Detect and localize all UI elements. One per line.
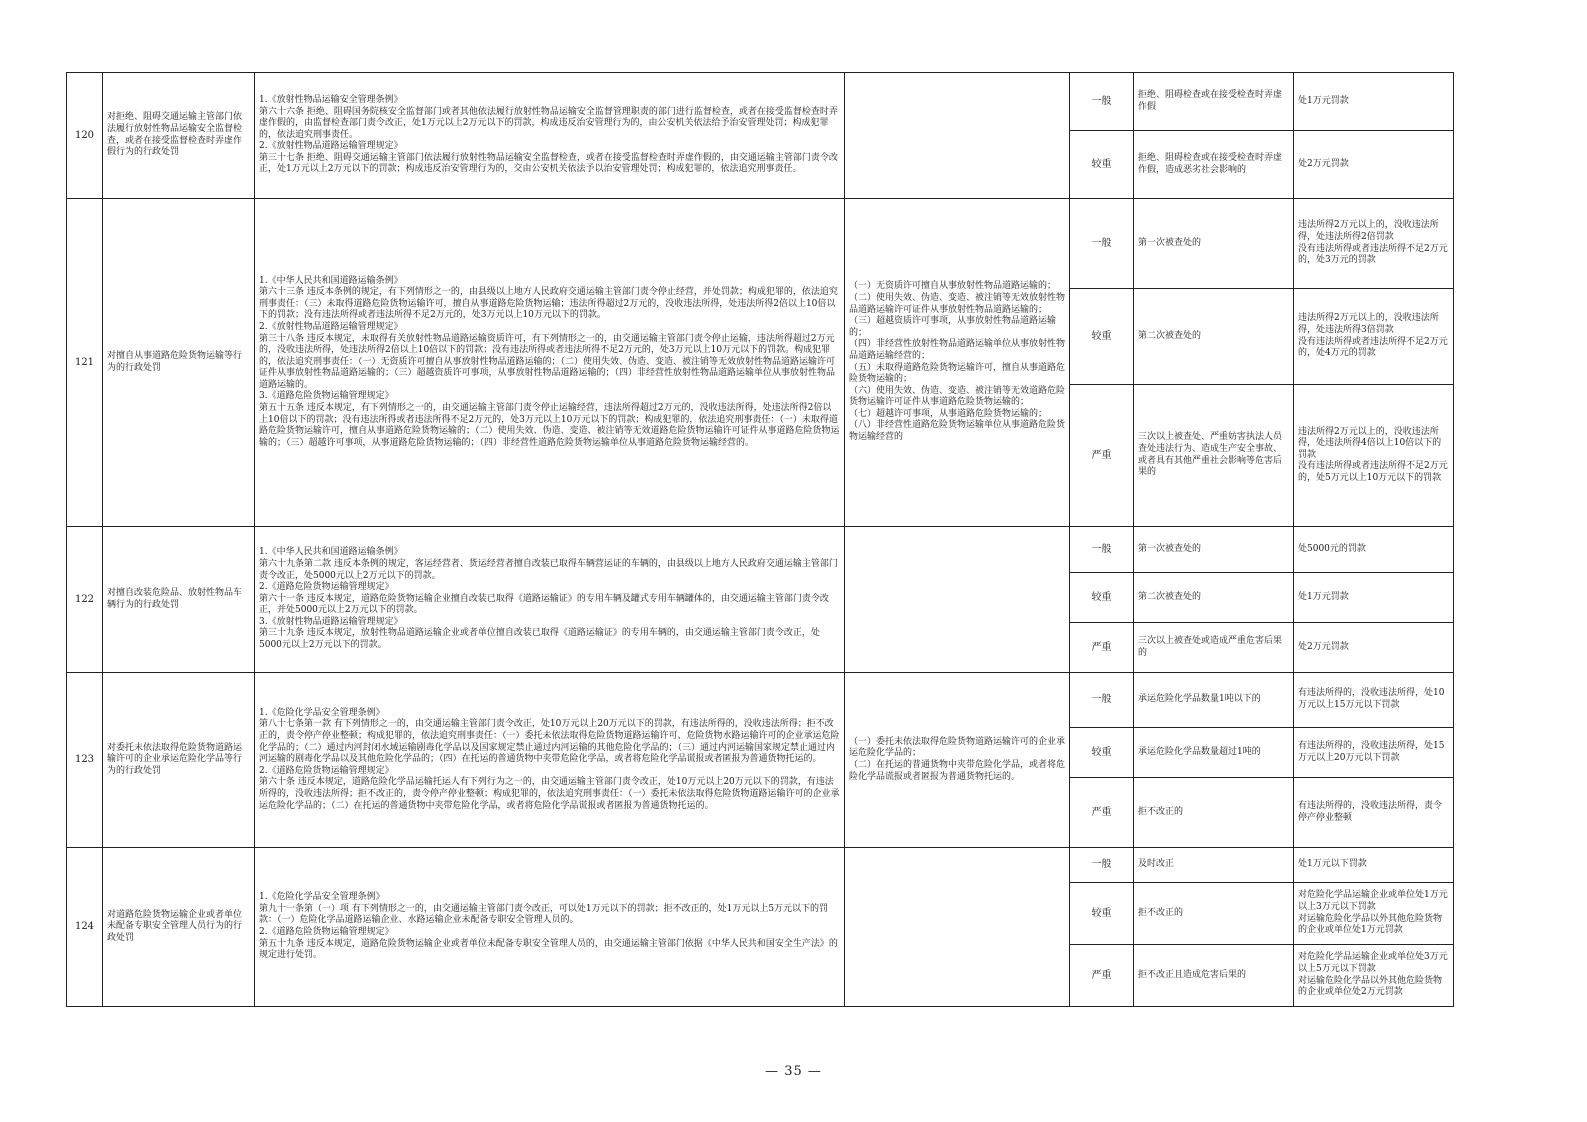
penalty-standard: 有违法所得的，没收违法所得，责令停产停业整顿 [1294, 778, 1454, 848]
severity-circumstance: 第二次被查处的 [1134, 289, 1294, 385]
severity-circumstance: 第一次被查处的 [1134, 527, 1294, 573]
severity-level: 较重 [1070, 573, 1134, 623]
violation-matter: 对擅自从事道路危险货物运输等行为的行政处罚 [103, 199, 255, 527]
penalty-standard: 处1万元罚款 [1294, 573, 1454, 623]
penalty-standard: 处2万元罚款 [1294, 623, 1454, 673]
violation-circumstances [845, 73, 1070, 199]
penalty-standard: 处1万元罚款 [1294, 73, 1454, 131]
severity-circumstance: 拒绝、阻碍检查或在接受检查时弄虚作假，造成恶劣社会影响的 [1134, 131, 1294, 199]
severity-level: 较重 [1070, 883, 1134, 945]
severity-circumstance: 及时改正 [1134, 848, 1294, 883]
penalty-standard: 有违法所得的，没收违法所得，处10万元以上15万元以下罚款 [1294, 673, 1454, 728]
legal-basis: 1.《危险化学品安全管理条例》 第八十七条第一款 有下列情形之一的，由交通运输主管部门责令改正，处10万元以上20万元以下的罚款，有违法所得的，没收违法所得；拒不改正的，责令停产停业整顿；构成犯罪的，依法追究刑事责任：（一）委托未依法取得危险货物道路运输许可、危险货物水路运输许可的企业承运危险化学品的；（二）通过内河封闭水域运输剧毒化学品以及国家规定禁止通过内河运输的其他危险化学品的；（三）通过内河运输国家规定禁止通过内河运输的剧毒化学品以及其他危险化学品的；（四）在托运的普通货物中夹带危险化学品，或者将危险化学品谎报或者匿报为普通货物托运的。 2.《道路危险货物运输管理规定》 第六十条 违反本规定，道路危险化学品运输托运人有下列行为之一的，由交通运输主管部门责令改正，处10万元以上20万元以下的罚款，有违法所得的，没收违法所得；拒不改正的，责令停产停业整顿；构成犯罪的，依法追究刑事责任：（一）委托未依法取得危险货物道路运输许可的企业承运危险化学品的；（二）在托运的普通货物中夹带危险化学品，或者将危险化学品谎报或者匿报为普通货物托运的。 [255, 673, 845, 848]
severity-level: 严重 [1070, 385, 1134, 527]
severity-circumstance: 第一次被查处的 [1134, 199, 1294, 289]
severity-circumstance: 承运危险化学品数量1吨以下的 [1134, 673, 1294, 728]
legal-basis: 1.《中华人民共和国道路运输条例》 第六十九条第二款 违反本条例的规定，客运经营者、货运经营者擅自改装已取得车辆营运证的车辆的，由县级以上地方人民政府交通运输主管部门责令改正，处5000元以上2万元以下的罚款。 2.《道路危险货物运输管理规定》 第六十一条 违反本规定，道路危险货物运输企业擅自改装已取得《道路运输证》的专用车辆及罐式专用车辆罐体的，由交通运输主管部门责令改正，并处5000元以上2万元以下的罚款。 3.《放射性物品道路运输管理规定》 第三十九条 违反本规定，放射性物品道路运输企业或者单位擅自改装已取得《道路运输证》的专用车辆的，由交通运输主管部门责令改正，处5000元以上2万元以下的罚款。 [255, 527, 845, 673]
violation-matter: 对擅自改装危险品、放射性物品车辆行为的行政处罚 [103, 527, 255, 673]
violation-matter: 对道路危险货物运输企业或者单位未配备专职安全管理人员行为的行政处罚 [103, 848, 255, 1007]
violation-circumstances: （一）委托未依法取得危险货物道路运输许可的企业承运危险化学品的； （二）在托运的普通货物中夹带危险化学品，或者将危险化学品谎报或者匿报为普通货物托运的。 [845, 673, 1070, 848]
severity-level: 一般 [1070, 673, 1134, 728]
item-number: 121 [67, 199, 103, 527]
penalty-standard: 违法所得2万元以上的，没收违法所得，处违法所得3倍罚款 没有违法所得或者违法所得不足2万元的，处4万元的罚款 [1294, 289, 1454, 385]
severity-level: 一般 [1070, 73, 1134, 131]
page-number: — 35 — [765, 1064, 822, 1079]
penalty-standard: 违法所得2万元以上的，没收违法所得，处违法所得4倍以上10倍以下的罚款 没有违法所得或者违法所得不足2万元的，处5万元以上10万元以下的罚款 [1294, 385, 1454, 527]
violation-matter: 对拒绝、阻碍交通运输主管部门依法履行放射性物品运输安全监督检查，或者在接受监督检查时弄虚作假行为的行政处罚 [103, 73, 255, 199]
penalty-standard: 处5000元的罚款 [1294, 527, 1454, 573]
table-row [67, 73, 1454, 131]
table-row [67, 673, 1454, 728]
severity-level: 一般 [1070, 527, 1134, 573]
severity-level: 一般 [1070, 848, 1134, 883]
severity-level: 严重 [1070, 945, 1134, 1007]
severity-level: 一般 [1070, 199, 1134, 289]
severity-circumstance: 拒绝、阻碍检查或在接受检查时弄虚作假 [1134, 73, 1294, 131]
item-number: 124 [67, 848, 103, 1007]
legal-basis: 1.《危险化学品安全管理条例》 第九十一条第（一）项 有下列情形之一的，由交通运输主管部门责令改正，可以处1万元以下的罚款；拒不改正的，处1万元以上5万元以下的罚款：（一）危险化学品道路运输企业、水路运输企业未配备专职安全管理人员的。 2.《道路危险货物运输管理规定》 第五十九条 违反本规定，道路危险货物运输企业或者单位未配备专职安全管理人员的，由交通运输主管部门依据《中华人民共和国安全生产法》的规定进行处罚。 [255, 848, 845, 1007]
severity-level: 严重 [1070, 778, 1134, 848]
severity-circumstance: 三次以上被查处、严重妨害执法人员查处违法行为、造成生产安全事故、或者具有其他严重社会影响等危害后果的 [1134, 385, 1294, 527]
legal-basis: 1.《中华人民共和国道路运输条例》 第六十三条 违反本条例的规定，有下列情形之一的，由县级以上地方人民政府交通运输主管部门责令停止经营，并处罚款；构成犯罪的，依法追究刑事责任：（三）未取得道路危险货物运输许可，擅自从事道路危险货物运输；违法所得超过2万元的，没收违法所得，处违法所得2倍以上10倍以下的罚款；没有违法所得或者违法所得不足2万元的，处3万元以上10万元以下的罚款。 2.《放射性物品道路运输管理规定》 第三十八条 违反本规定，未取得有关放射性物品道路运输资质许可，有下列情形之一的，由交通运输主管部门责令停止运输，违法所得超过2万元的，没收违法所得，处违法所得2倍以上10倍以下的罚款；没有违法所得或者违法所得不足2万元的，处3万元以上10万元以下的罚款。构成犯罪的，依法追究刑事责任：（一）无资质许可擅自从事放射性物品道路运输的；（二）使用失效、伪造、变造、被注销等无效放射性物品道路运输许可证件从事放射性物品道路运输的；（三）超越资质许可事项，从事放射性物品道路运输的；（四）非经营性放射性物品道路运输单位从事放射性物品道路运输的。 3.《道路危险货物运输管理规定》 第五十五条 违反本规定，有下列情形之一的，由交通运输主管部门责令停止运输经营，违法所得超过2万元的，没收违法所得，处违法所得2倍以上10倍以下的罚款；没有违法所得或者违法所得不足2万元的，处3万元以上10万元以下的罚款；构成犯罪的，依法追究刑事责任：（一）未取得道路危险货物运输许可，擅自从事道路危险货物运输的；（二）使用失效、伪造、变造、被注销等无效道路危险货物运输许可证件从事道路危险货物运输的；（三）超越许可事项，从事道路危险货物运输的；（四）非经营性道路危险货物运输单位从事道路危险货物运输经营的。 [255, 199, 845, 527]
item-number: 123 [67, 673, 103, 848]
severity-circumstance: 第二次被查处的 [1134, 573, 1294, 623]
severity-circumstance: 拒不改正且造成危害后果的 [1134, 945, 1294, 1007]
penalty-table [66, 72, 1454, 1007]
item-number: 120 [67, 73, 103, 199]
severity-circumstance: 拒不改正的 [1134, 883, 1294, 945]
severity-level: 较重 [1070, 289, 1134, 385]
violation-circumstances [845, 848, 1070, 1007]
severity-circumstance: 拒不改正的 [1134, 778, 1294, 848]
table-row [67, 848, 1454, 883]
severity-circumstance: 承运危险化学品数量超过1吨的 [1134, 728, 1294, 778]
legal-basis: 1.《放射性物品运输安全管理条例》 第六十六条 拒绝、阻碍国务院核安全监督部门或者其他依法履行放射性物品运输安全监督管理职责的部门进行监督检查，或者在接受监督检查时弄虚作假的，由监督检查部门责令改正，处1万元以上2万元以下的罚款，构成违反治安管理行为的，由公安机关依法给予治安管理处罚；构成犯罪的，依法追究刑事责任。 2.《放射性物品道路运输管理规定》 第三十七条 拒绝、阻碍交通运输主管部门依法履行放射性物品运输安全监督检查，或者在接受监督检查时弄虚作假的，由交通运输主管部门责令改正，处1万元以上2万元以下的罚款；构成违反治安管理行为的，交由公安机关依法予以治安管理处罚；构成犯罪的，依法追究刑事责任。 [255, 73, 845, 199]
violation-matter: 对委托未依法取得危险货物道路运输许可的企业承运危险化学品等行为的行政处罚 [103, 673, 255, 848]
penalty-standard: 处2万元罚款 [1294, 131, 1454, 199]
severity-circumstance: 三次以上被查处或造成严重危害后果的 [1134, 623, 1294, 673]
table-row [67, 199, 1454, 289]
table-row [67, 527, 1454, 573]
severity-level: 较重 [1070, 131, 1134, 199]
item-number: 122 [67, 527, 103, 673]
penalty-standard: 有违法所得的，没收违法所得，处15万元以上20万元以下罚款 [1294, 728, 1454, 778]
violation-circumstances [845, 527, 1070, 673]
severity-level: 严重 [1070, 623, 1134, 673]
penalty-standard: 处1万元以下罚款 [1294, 848, 1454, 883]
penalty-standard: 对危险化学品运输企业或单位处3万元以上5万元以下罚款 对运输危险化学品以外其他危险货物的企业或单位处2万元罚款 [1294, 945, 1454, 1007]
penalty-standard: 对危险化学品运输企业或单位处1万元以上3万元以下罚款 对运输危险化学品以外其他危险货物的企业或单位处1万元罚款 [1294, 883, 1454, 945]
severity-level: 较重 [1070, 728, 1134, 778]
penalty-standard: 违法所得2万元以上的，没收违法所得，处违法所得2倍罚款 没有违法所得或者违法所得不足2万元的，处3万元的罚款 [1294, 199, 1454, 289]
violation-circumstances: （一）无资质许可擅自从事放射性物品道路运输的； （二）使用失效、伪造、变造、被注销等无效放射性物品道路运输许可证件从事放射性物品道路运输的； （三）超越资质许可事项，从事放射性物品道路运输的； （四）非经营性放射性物品道路运输单位从事放射性物品道路运输经营的； （五）未取得道路危险货物运输许可，擅自从事道路危险货物运输的； （六）使用失效、伪造、变造、被注销等无效道路危险货物运输许可证件从事道路危险货物运输的； （七）超越许可事项，从事道路危险货物运输的； （八）非经营性道路危险货物运输单位从事道路危险货物运输经营的 [845, 199, 1070, 527]
